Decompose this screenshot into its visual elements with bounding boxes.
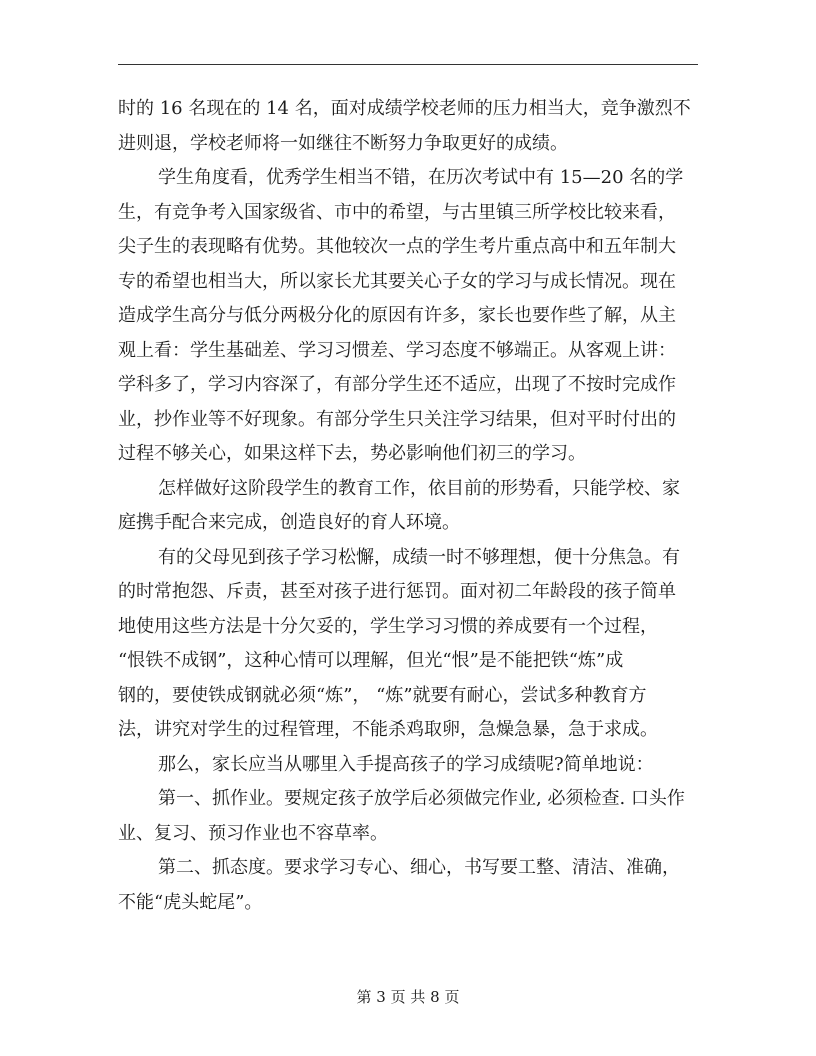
text-line: 观上看：学生基础差、学习习惯差、学习态度不够端正。从客观上讲： bbox=[118, 339, 676, 361]
text-line: 的时常抱怨、斥责，甚至对孩子进行惩罚。面对初二年龄段的孩子简单 bbox=[118, 581, 676, 602]
text-line: “恨铁不成钢”，这种心情可以理解，但光“恨”是不能把铁“炼”成 bbox=[118, 650, 624, 671]
text-line: 尖子生的表现略有优势。其他较次一点的学生考片重点高中和五年制大 bbox=[118, 236, 676, 257]
text-line: 地使用这些方法是十分欠妥的，学生学习习惯的养成要有一个过程， bbox=[118, 615, 658, 637]
text-line: 业、复习、预习作业也不容草率。 bbox=[118, 822, 388, 844]
text-line: 有的父母见到孩子学习松懈，成绩一时不够理想，便十分焦急。有 bbox=[158, 546, 680, 568]
text-line: 庭携手配合来完成，创造良好的育人环境。 bbox=[118, 512, 460, 533]
text-line: 第一、抓作业。要规定孩子放学后必须做完作业, 必须检查. 口头作 bbox=[158, 788, 685, 809]
text-line: 造成学生高分与低分两极分化的原因有许多，家长也要作些了解，从主 bbox=[118, 305, 676, 326]
text-line: 学科多了，学习内容深了，有部分学生还不适应，出现了不按时完成作 bbox=[118, 374, 676, 395]
header-rule bbox=[118, 64, 698, 65]
text-line: 学生角度看，优秀学生相当不错，在历次考试中有 15—20 名的学 bbox=[158, 167, 684, 188]
text-line: 那么，家长应当从哪里入手提高孩子的学习成绩呢?简单地说： bbox=[158, 753, 654, 775]
text-line: 第二、抓态度。要求学习专心、细心，书写要工整、清洁、准确， bbox=[158, 857, 680, 878]
text-line: 钢的，要使铁成钢就必须“炼”， “炼”就要有耐心，尝试多种教育方 bbox=[118, 684, 647, 706]
text-line: 业，抄作业等不好现象。有部分学生只关注学习结果，但对平时付出的 bbox=[118, 408, 676, 430]
text-line: 时的 16 名现在的 14 名，面对成绩学校老师的压力相当大，竞争激烈不 bbox=[118, 98, 691, 119]
text-line: 不能“虎头蛇尾”。 bbox=[118, 891, 263, 913]
body-text bbox=[118, 92, 698, 920]
text-line: 进则退，学校老师将一如继往不断努力争取更好的成绩。 bbox=[118, 132, 568, 154]
text-line: 过程不够关心，如果这样下去，势必影响他们初三的学习。 bbox=[118, 443, 586, 464]
page-footer: 第 3 页 共 8 页 bbox=[356, 988, 460, 1006]
text-line: 法，讲究对学生的过程管理，不能杀鸡取卵，急燥急暴，急于求成。 bbox=[118, 719, 658, 740]
text-line: 专的希望也相当大，所以家长尤其要关心子女的学习与成长情况。现在 bbox=[118, 270, 676, 292]
text-line: 生，有竞争考入国家级省、市中的希望，与古里镇三所学校比较来看， bbox=[118, 201, 676, 223]
text-line: 怎样做好这阶段学生的教育工作，依目前的形势看，只能学校、家 bbox=[158, 477, 680, 499]
